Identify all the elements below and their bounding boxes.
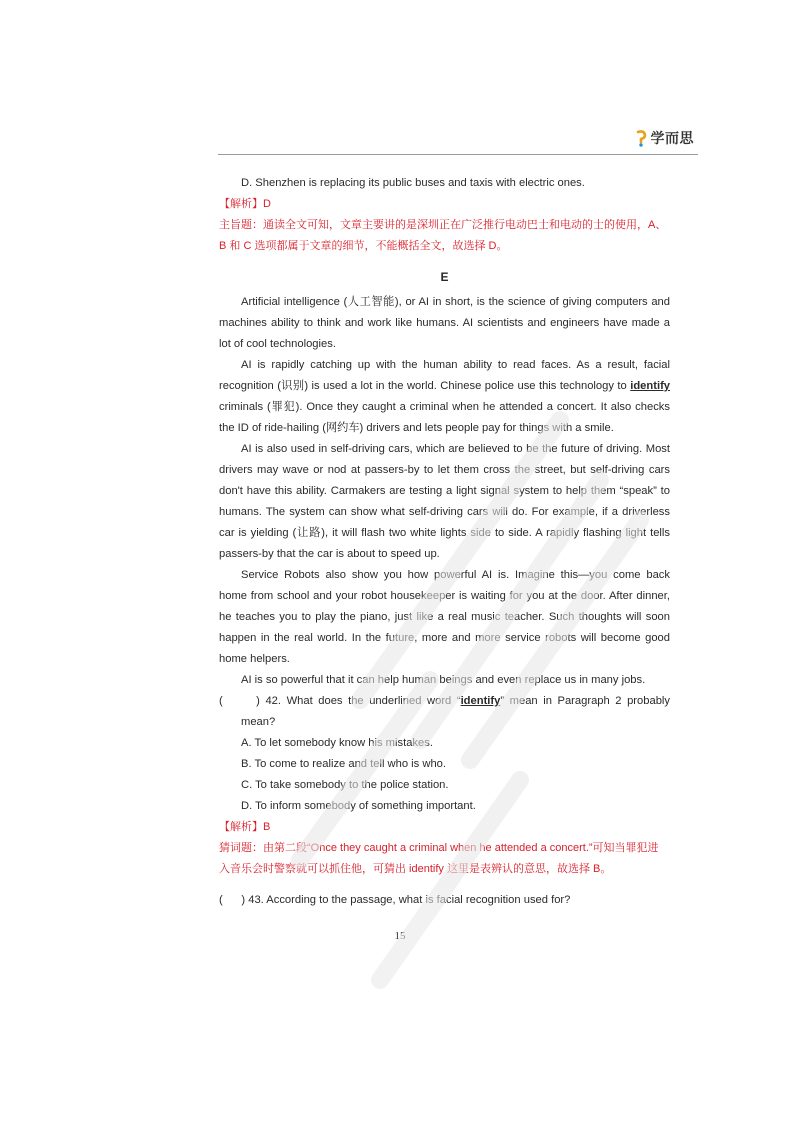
brand-logo	[635, 128, 695, 148]
paragraph-1	[219, 292, 670, 355]
answer-blank: ( )	[219, 894, 246, 906]
page-content	[219, 173, 670, 911]
section-heading: E	[440, 270, 449, 284]
logo-mark-icon	[635, 130, 648, 147]
answer-blank: ( )	[219, 695, 260, 707]
explanation-line: 猜词题：由第二段“Once they caught a criminal when he attended a concert.”可知当罪犯进	[219, 842, 659, 854]
text-line: AI is rapidly catching up with the human ability to read faces. As a result, facial	[241, 359, 670, 371]
paragraph-2	[219, 355, 670, 439]
text-line: don't have this ability. Carmakers are testing a light signal system to help them “speak” to	[219, 485, 670, 497]
text-line: Service Robots also show you how powerful AI is. Imagine this—you come back	[241, 569, 670, 581]
option-d: D. To inform somebody of something important.	[241, 800, 476, 812]
paragraph-5	[219, 670, 670, 691]
logo-text: 学而思	[650, 131, 694, 147]
paragraph-4	[219, 565, 670, 670]
question-text: ” mean in Paragraph 2 probably	[500, 695, 671, 707]
text-line: car is yielding (让路), it will flash two white lights side to side. A rapidly flashing light tells	[219, 527, 670, 539]
text-line: machines ability to think and work like humans. AI scientists and engineers have made a	[219, 317, 670, 329]
text-line: Artificial intelligence (人工智能), or AI in short, is the science of giving computers and	[241, 296, 670, 308]
text-line: passers-by that the car is about to speed up.	[219, 548, 440, 560]
underlined-word: identify	[460, 695, 501, 707]
text-line: criminals (罪犯). Once they caught a criminal when he attended a concert. It also checks	[219, 401, 670, 413]
text-line	[219, 376, 670, 397]
question-text: 42. What does the underlined word “	[265, 695, 461, 707]
option-b: B. To come to realize and tell who is who.	[241, 758, 447, 770]
question-text: 43. According to the passage, what is facial recognition used for?	[248, 894, 571, 906]
answer-label: 【解析】D	[219, 198, 271, 210]
question-43-stem	[219, 890, 670, 911]
answer-label: 【解析】B	[219, 821, 271, 833]
text-line: lot of cool technologies.	[219, 338, 336, 350]
text-line: AI is also used in self-driving cars, which are believed to be the future of driving. Most	[241, 443, 670, 455]
text-line: the ID of ride-hailing (网约车) drivers and lets people pay for things with a smile.	[219, 422, 614, 434]
text-line: he teaches you to play the piano, just like a real music teacher. Such thoughts will soon	[219, 611, 670, 623]
text-line: humans. The system can show what self-driving cars will do. For example, if a driverless	[219, 506, 670, 518]
text-line: happen in the real world. In the future, more and more service robots will become good	[219, 632, 670, 644]
text-line: drivers may wave or nod at passers-by to let them cross the street, but self-driving cars	[219, 464, 670, 476]
explanation-line: B 和 C 选项都属于文章的细节，不能概括全文，故选择 D。	[219, 240, 508, 252]
text-line: AI is so powerful that it can help human beings and even replace us in many jobs.	[241, 674, 646, 686]
page-number: 15	[394, 930, 406, 942]
question-42-stem	[219, 691, 670, 712]
option-a: A. To let somebody know his mistakes.	[241, 737, 433, 749]
text-span: recognition (识别) is used a lot in the world. Chinese police use this technology to	[219, 380, 627, 392]
header-divider	[218, 154, 698, 155]
explanation-line: 主旨题：通读全文可知，文章主要讲的是深圳正在广泛推行电动巴士和电动的士的使用，A、	[219, 219, 667, 231]
option-d-text: D. Shenzhen is replacing its public buses and taxis with electric ones.	[241, 177, 585, 189]
question-42-stem-line2: mean?	[241, 716, 276, 728]
underlined-word: identify	[630, 380, 671, 392]
text-line: home from school and your robot housekeeper is waiting for you at the door. After dinner,	[219, 590, 670, 602]
explanation-line: 入音乐会时警察就可以抓住他，可猜出 identify 这里是表辨认的意思，故选择 B。	[219, 863, 612, 875]
option-c: C. To take somebody to the police station.	[241, 779, 449, 791]
paragraph-3	[219, 439, 670, 565]
text-line: home helpers.	[219, 653, 290, 665]
